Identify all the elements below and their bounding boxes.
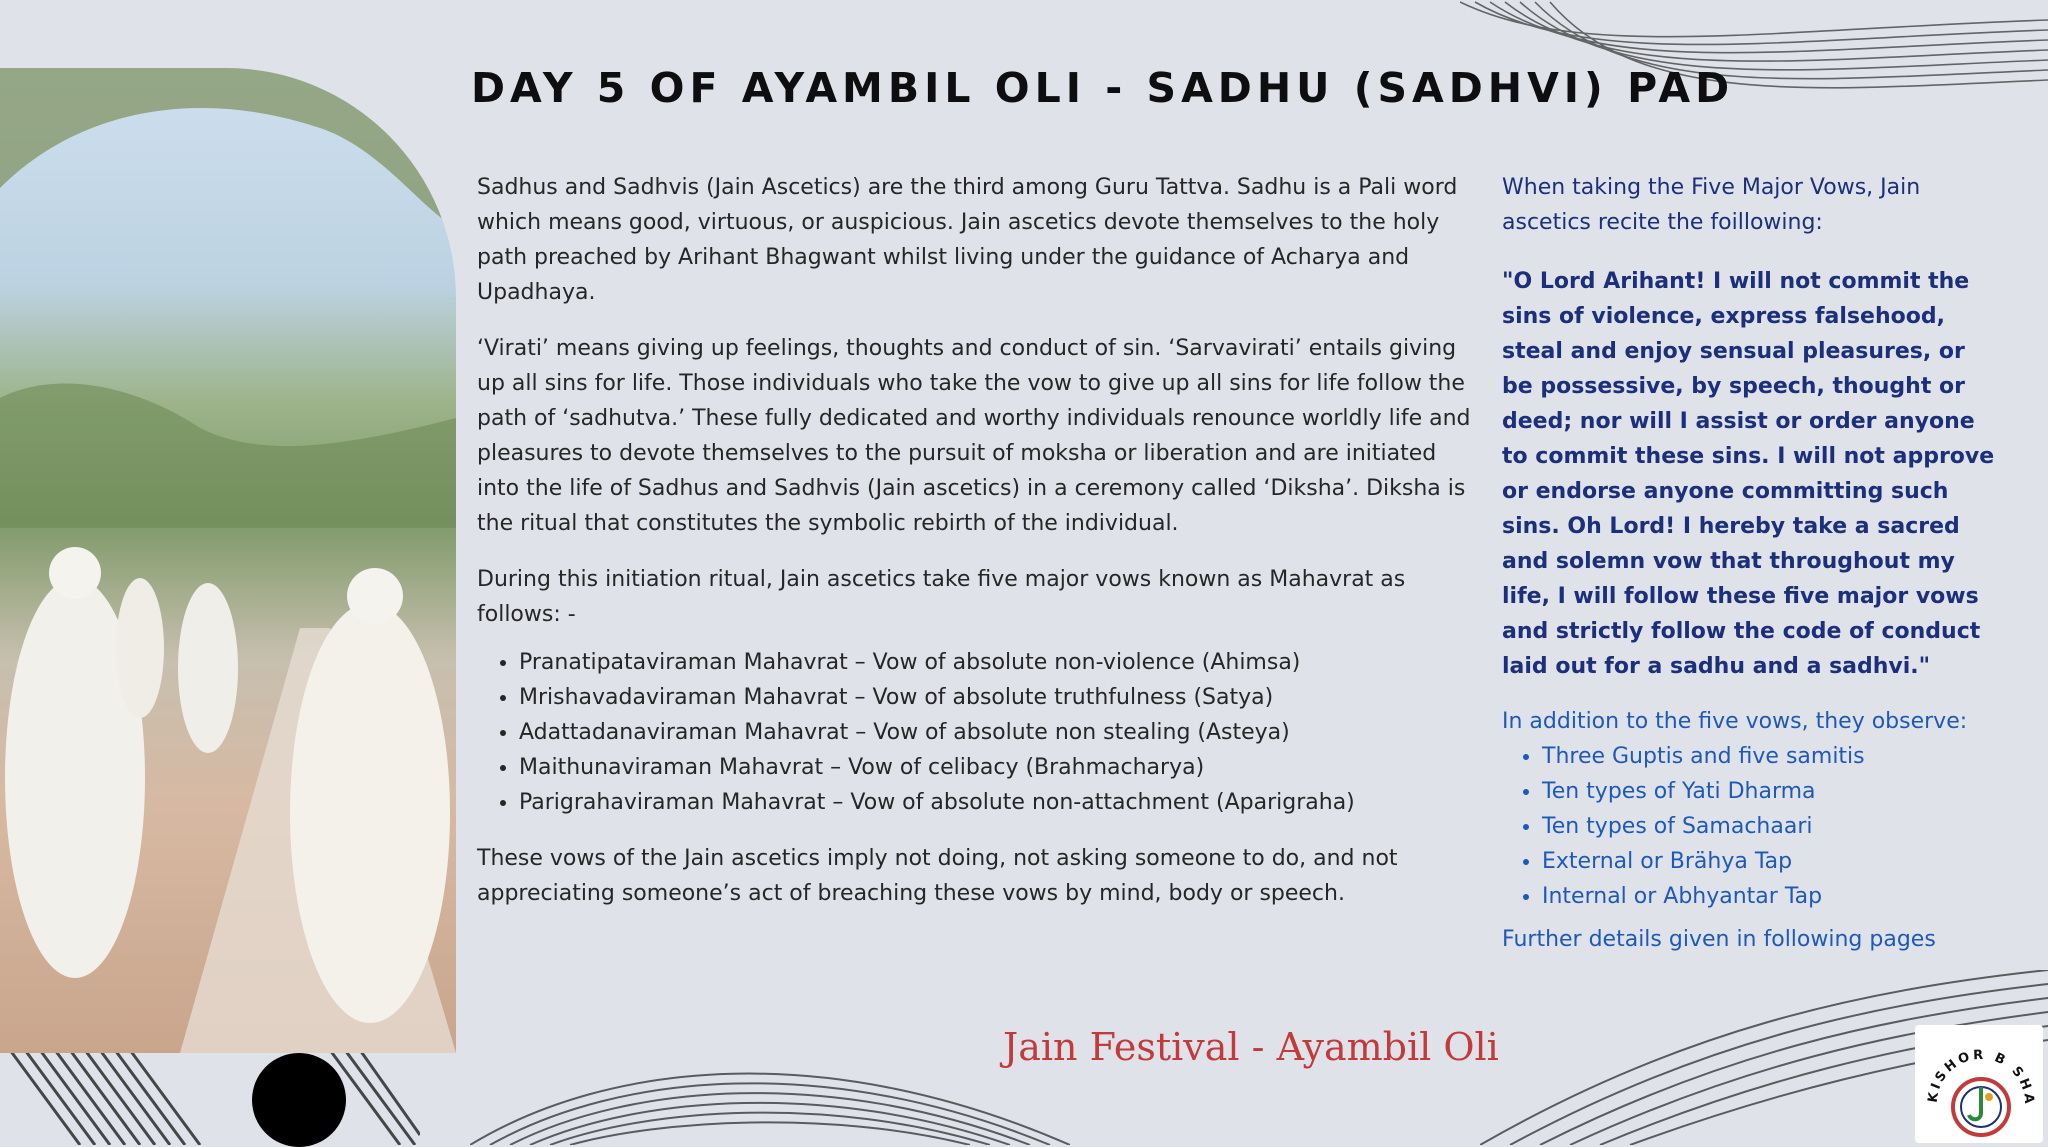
- mahavrat-list: [477, 645, 1477, 820]
- list-item: • Three Guptis and five samitis: [1542, 739, 2002, 774]
- virati-paragraph: ‘Virati’ means giving up feelings, thoughts and conduct of sin. ‘Sarvavirati’ entails giving up all sins for life. Those individuals who take the vow to give up all sins for life follow the path of ‘sadhutva.’ These fully dedicated and worthy individuals renounce worldly life and pleasures to devote themselves to the pursuit of moksha or liberation and are initiated into the life of Sadhus and Sadhvis (Jain ascetics) in a ceremony called ‘Diksha’. Diksha is the ritual that constitutes the symbolic rebirth of the individual.: [477, 336, 1471, 536]
- observances-intro: In addition to the five vows, they observe:: [1502, 709, 1968, 734]
- initiation-paragraph: During this initiation ritual, Jain ascetics take five major vows known as Mahavrat as follows: -: [477, 567, 1406, 627]
- list-item: • Ten types of Samachaari: [1542, 809, 2002, 844]
- footer-caption: Jain Festival - Ayambil Oli: [1003, 1025, 1499, 1069]
- list-item: • Mrishavadaviraman Mahavrat – Vow of absolute truthfulness (Satya): [519, 680, 1477, 715]
- page-title: DAY 5 OF AYAMBIL OLI - SADHU (SADHVI) PAD: [471, 64, 1735, 112]
- list-item: • External or Brähya Tap: [1542, 844, 2002, 879]
- observances-list: [1502, 739, 2002, 914]
- vow-recitation-quote: "O Lord Arihant! I will not commit the sins of violence, express falsehood, steal and enjoy sensual pleasures, or be possessive, by speech, thought or deed; nor will I assist or order anyone to commit these sins. I will not approve or endorse anyone committing such sins. Oh Lord! I hereby take a sacred and solemn vow that throughout my life, I will follow these five major vows and strictly follow the code of conduct laid out for a sadhu and a sadhvi.": [1502, 269, 1995, 679]
- main-text-column: [477, 170, 1477, 932]
- black-circle-decoration: [252, 1053, 346, 1147]
- intro-paragraph: Sadhus and Sadhvis (Jain Ascetics) are the third among Guru Tattva. Sadhu is a Pali word which means good, virtuous, or auspicious. Jain ascetics devote themselves to the holy path preached by Arihant Bhagwant whilst living under the guidance of Acharya and Upadhaya.: [477, 175, 1458, 305]
- list-item: • Adattadanaviraman Mahavrat – Vow of absolute non stealing (Asteya): [519, 715, 1477, 750]
- circular-brand-emblem-icon: [1915, 1025, 2043, 1143]
- list-item: • Internal or Abhyantar Tap: [1542, 879, 2002, 914]
- vow-recitation-intro: When taking the Five Major Vows, Jain ascetics recite the foillowing:: [1502, 175, 1921, 235]
- brand-logo: [1915, 1025, 2043, 1143]
- svg-text:KISHOR B SHAH: KISHOR B SHA: [1925, 1047, 2037, 1107]
- list-item: • Parigrahaviraman Mahavrat – Vow of absolute non-attachment (Aparigraha): [519, 785, 1477, 820]
- bottom-left-stripes-decoration: [0, 1050, 420, 1145]
- list-item: • Pranatipataviraman Mahavrat – Vow of absolute non-violence (Ahimsa): [519, 645, 1477, 680]
- list-item: • Ten types of Yati Dharma: [1542, 774, 2002, 809]
- further-details-note: Further details given in following pages: [1502, 927, 1936, 952]
- side-text-column: [1502, 170, 2002, 977]
- photo-illustration: [0, 68, 456, 1053]
- bottom-center-wave-decoration: [470, 1040, 1070, 1145]
- list-item: • Maithunaviraman Mahavrat – Vow of celibacy (Brahmacharya): [519, 750, 1477, 785]
- closing-paragraph: These vows of the Jain ascetics imply not doing, not asking someone to do, and not appreciating someone’s act of breaching these vows by mind, body or speech.: [477, 846, 1398, 906]
- photo-jain-ascetics-walking: [0, 68, 456, 1053]
